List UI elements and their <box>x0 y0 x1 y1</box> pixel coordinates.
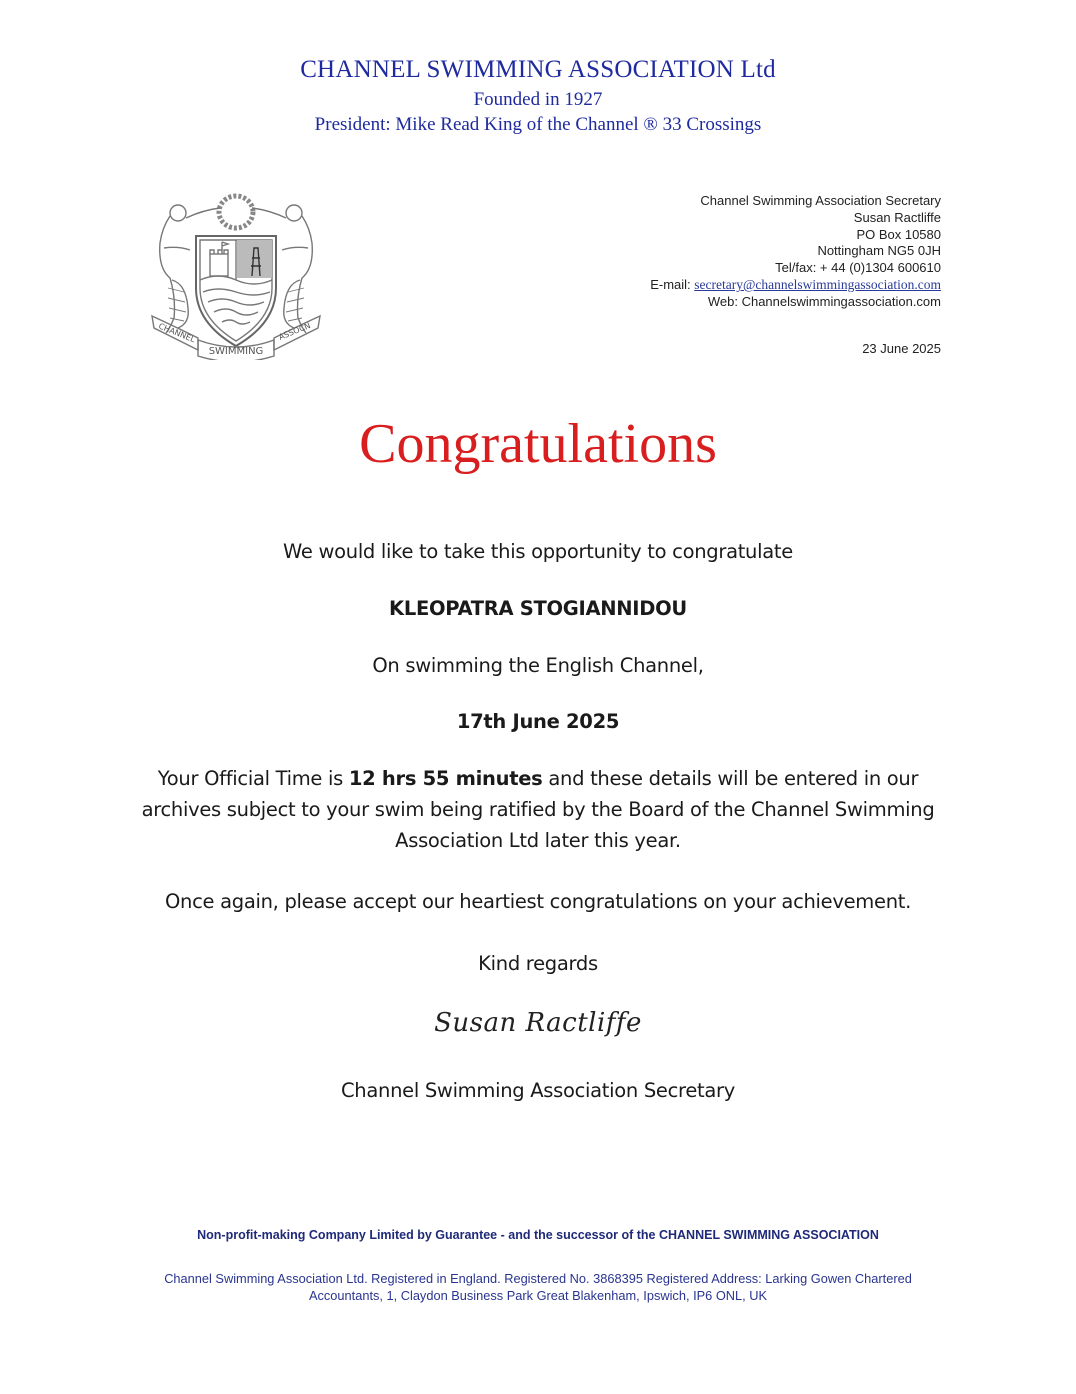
address-line-city: Nottingham NG5 0JH <box>817 243 941 259</box>
swim-date: 17th June 2025 <box>456 710 620 733</box>
ribbon-left-text: CHANNEL <box>157 321 197 345</box>
time-prefix: Your Official Time is <box>157 767 349 790</box>
wreath-icon <box>219 196 253 228</box>
address-telfax: Tel/fax: + 44 (0)1304 600610 <box>775 260 941 276</box>
letterhead-title: CHANNEL SWIMMING ASSOCIATION Ltd <box>300 56 776 83</box>
address-web: Web: Channelswimmingassociation.com <box>707 293 941 309</box>
shield-icon <box>196 236 276 346</box>
signatory-title: Channel Swimming Association Secretary <box>340 1079 735 1102</box>
email-link[interactable]: secretary@channelswimmingassociation.com <box>694 276 941 292</box>
address-line-pobox: PO Box 10580 <box>856 226 941 242</box>
ribbon-right-text: ASSOCN <box>277 320 312 342</box>
email-label: E-mail: <box>650 276 695 292</box>
footer-registration: Channel Swimming Association Ltd. Registered in England. Registered No. 3868395 Registered Address: Larking Gowen Chartered Accountants, 1, Claydon Business Park Great Blakenham, Ipswich, IP6 ONL, UK <box>164 1271 912 1303</box>
closing-text: Once again, please accept our heartiest congratulations on your achievement. <box>164 890 912 913</box>
time-suffix: and these details will be entered in our archives subject to your swim being ratified by the Board of the Channel Swimming Association Ltd later this year. <box>141 767 935 852</box>
intro-text: We would like to take this opportunity to congratulate <box>283 540 793 563</box>
kind-regards: Kind regards <box>478 952 598 975</box>
address-line-name: Susan Ractliffe <box>853 209 941 225</box>
on-swimming-text: On swimming the English Channel, <box>372 654 704 677</box>
official-time: 12 hrs 55 minutes <box>348 767 543 790</box>
letter-date: 23 June 2025 <box>862 341 941 356</box>
congratulations-heading: Congratulations <box>359 413 717 475</box>
handwritten-signature: Susan Ractliffe <box>434 1008 642 1038</box>
coat-of-arms-icon <box>148 188 324 360</box>
letterhead-founded: Founded in 1927 <box>473 89 603 110</box>
letterhead-president: President: Mike Read King of the Channel ® 33 Crossings <box>314 114 762 135</box>
address-email-row <box>650 277 941 294</box>
official-time-paragraph <box>120 763 956 856</box>
left-mermaid-icon <box>160 205 220 333</box>
ribbon-center-text: SWIMMING <box>208 346 264 357</box>
address-line-title: Channel Swimming Association Secretary <box>700 193 941 208</box>
recipient-name: KLEOPATRA STOGIANNIDOU <box>389 597 687 620</box>
footer-company-status: Non-profit-making Company Limited by Guarantee - and the successor of the CHANNEL SWIMMING ASSOCIATION <box>197 1228 879 1242</box>
sender-address <box>650 193 941 311</box>
